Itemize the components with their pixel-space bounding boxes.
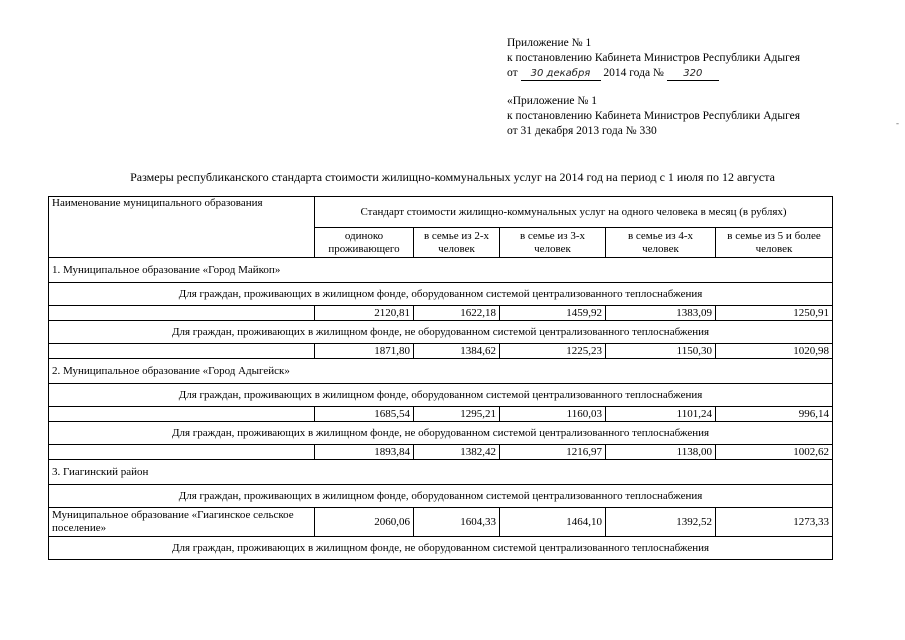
subheader-family-5plus: в семье из 5 и более человек [716, 228, 833, 258]
value-cell: 1622,18 [414, 306, 500, 321]
value-cell: 1685,54 [315, 407, 414, 422]
value-cell: 1382,42 [414, 445, 500, 460]
appendix-new-title: Приложение № 1 [507, 37, 592, 49]
col-name-header: Наименование муниципального образования [49, 197, 315, 258]
subheader-family-2: в семье из 2-х человек [414, 228, 500, 258]
section-row [49, 460, 833, 485]
unheated-label: Для граждан, проживающих в жилищном фонде, не оборудованном системой централизованного теплоснабжения [49, 422, 833, 445]
heated-label: Для граждан, проживающих в жилищном фонде, оборудованном системой централизованного теплоснабжения [49, 283, 833, 306]
subhead-row [49, 422, 833, 445]
table-row [49, 407, 833, 422]
appendix-new-from-label: от [507, 67, 518, 79]
section-row [49, 359, 833, 384]
appendix-old-date: от 31 декабря 2013 года № 330 [507, 125, 657, 137]
value-cell: 1383,09 [606, 306, 716, 321]
value-cell: 1150,30 [606, 344, 716, 359]
table-row [49, 508, 833, 537]
appendix-new-date: 30 декабря [521, 68, 601, 81]
value-cell: 1250,91 [716, 306, 833, 321]
value-cell: 1020,98 [716, 344, 833, 359]
heated-label: Для граждан, проживающих в жилищном фонде, оборудованном системой централизованного теплоснабжения [49, 384, 833, 407]
row-label [49, 445, 315, 460]
value-cell: 1101,24 [606, 407, 716, 422]
appendix-old-decree: к постановлению Кабинета Министров Республики Адыгея [507, 110, 801, 122]
value-cell: 1225,23 [500, 344, 606, 359]
value-cell: 1160,03 [500, 407, 606, 422]
appendix-new-number: 320 [667, 68, 719, 81]
table-row [49, 344, 833, 359]
subhead-row [49, 283, 833, 306]
section-title: 3. Гиагинский район [49, 460, 833, 485]
table-row [49, 306, 833, 321]
row-label [49, 344, 315, 359]
value-cell: 996,14 [716, 407, 833, 422]
section-row [49, 258, 833, 283]
table-row [49, 445, 833, 460]
document-caption: Размеры республиканского стандарта стоимости жилищно-коммунальных услуг на 2014 год на период с 1 июля по 12 августа [130, 170, 775, 184]
value-cell: 2060,06 [315, 508, 414, 537]
appendix-new-decree: к постановлению Кабинета Министров Республики Адыгея [507, 52, 801, 64]
appendix-old [507, 94, 800, 139]
col-standard-header: Стандарт стоимости жилищно-коммунальных услуг на одного человека в месяц (в рублях) [315, 197, 833, 228]
unheated-label: Для граждан, проживающих в жилищном фонде, не оборудованном системой централизованного теплоснабжения [49, 537, 833, 560]
row-label [49, 407, 315, 422]
value-cell: 1216,97 [500, 445, 606, 460]
subhead-row [49, 485, 833, 508]
value-cell: 1295,21 [414, 407, 500, 422]
value-cell: 1464,10 [500, 508, 606, 537]
value-cell: 1893,84 [315, 445, 414, 460]
value-cell: 1384,62 [414, 344, 500, 359]
subhead-row [49, 384, 833, 407]
section-title: 1. Муниципальное образование «Город Майкоп» [49, 258, 833, 283]
appendix-new [507, 36, 800, 81]
value-cell: 2120,81 [315, 306, 414, 321]
unheated-label: Для граждан, проживающих в жилищном фонде, не оборудованном системой централизованного теплоснабжения [49, 321, 833, 344]
subheader-family-3: в семье из 3-х человек [500, 228, 606, 258]
appendix-new-year-label: 2014 года № [603, 67, 664, 79]
row-label [49, 306, 315, 321]
value-cell: 1871,80 [315, 344, 414, 359]
row-label: Муниципальное образование «Гиагинское сельское поселение» [49, 508, 315, 537]
heated-label: Для граждан, проживающих в жилищном фонде, оборудованном системой централизованного теплоснабжения [49, 485, 833, 508]
subheader-family-4: в семье из 4-х человек [606, 228, 716, 258]
value-cell: 1604,33 [414, 508, 500, 537]
subhead-row [49, 321, 833, 344]
appendix-new-date-line [507, 66, 800, 81]
standards-table [48, 196, 833, 560]
value-cell: 1459,92 [500, 306, 606, 321]
subhead-row [49, 537, 833, 560]
value-cell: 1392,52 [606, 508, 716, 537]
margin-mark: - [896, 118, 899, 128]
header-row [49, 197, 833, 228]
value-cell: 1273,33 [716, 508, 833, 537]
subheader-single: одиноко проживающего [315, 228, 414, 258]
section-title: 2. Муниципальное образование «Город Адыгейск» [49, 359, 833, 384]
appendix-old-title: «Приложение № 1 [507, 95, 597, 107]
value-cell: 1138,00 [606, 445, 716, 460]
value-cell: 1002,62 [716, 445, 833, 460]
